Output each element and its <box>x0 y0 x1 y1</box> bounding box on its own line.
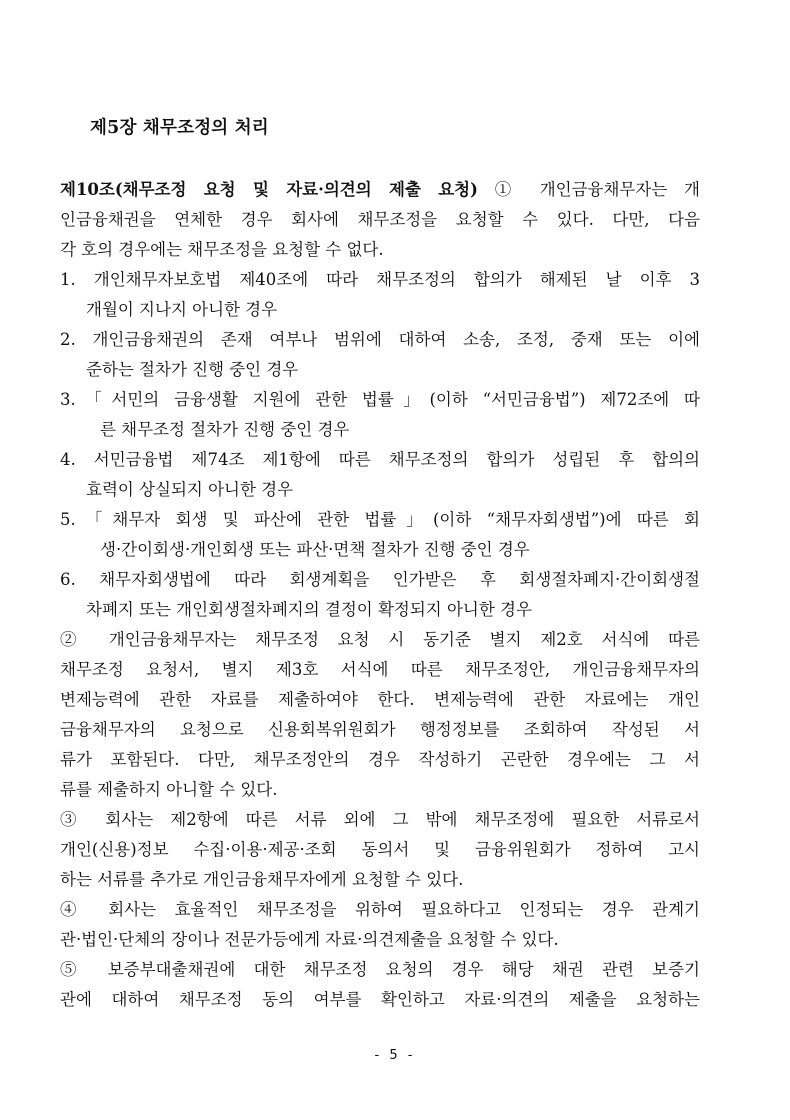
page-number: - 5 - <box>374 1048 416 1063</box>
article-heading: 제10조(채무조정 요청 및 자료·의견의 제출 요청) <box>60 180 478 199</box>
body-line: 인금융채권을 연체한 경우 회사에 채무조정을 요청할 수 있다. 다만, 다음 <box>60 210 700 229</box>
paragraph-2-line: 변제능력에 관한 자료를 제출하여야 한다. 변제능력에 관한 자료에는 개인 <box>60 690 700 709</box>
paragraph-2-line: 류가 포함된다. 다만, 채무조정안의 경우 작성하기 곤란한 경우에는 그 서 <box>60 750 700 769</box>
list-item-continuation: 른 채무조정 절차가 진행 중인 경우 <box>100 420 350 439</box>
list-item: 3.「서민의 금융생활 지원에 관한 법률」(이하 “서민금융법”) 제72조에 따 <box>60 390 700 409</box>
body-line: 각 호의 경우에는 채무조정을 요청할 수 없다. <box>60 240 384 259</box>
paragraph-3-line: 하는 서류를 추가로 개인금융채무자에게 요청할 수 있다. <box>60 870 464 889</box>
list-item: 4. 서민금융법 제74조 제1항에 따른 채무조정의 합의가 성립된 후 합의의 <box>60 450 700 469</box>
list-item: 1. 개인채무자보호법 제40조에 따라 채무조정의 합의가 해제된 날 이후 3 <box>60 270 700 289</box>
paragraph-2-line: ② 개인금융채무자는 채무조정 요청 시 동기준 별지 제2호 서식에 따른 <box>60 630 700 649</box>
list-item-continuation: 개월이 지나지 아니한 경우 <box>86 300 278 319</box>
article-heading-line <box>60 175 700 205</box>
paragraph-4-line: ④ 회사는 효율적인 채무조정을 위하여 필요하다고 인정되는 경우 관계기 <box>60 900 700 919</box>
paragraph-3-line: 개인(신용)정보 수집·이용·제공·조회 동의서 및 금융위원회가 정하여 고시 <box>60 840 700 859</box>
paragraph-5-line: ⑤ 보증부대출채권에 대한 채무조정 요청의 경우 해당 채권 관련 보증기 <box>60 960 700 979</box>
list-item-continuation: 준하는 절차가 진행 중인 경우 <box>86 360 299 379</box>
paragraph-3-line: ③ 회사는 제2항에 따른 서류 외에 그 밖에 채무조정에 필요한 서류로서 <box>60 810 700 829</box>
list-item: 6. 채무자회생법에 따라 회생계획을 인가받은 후 회생절차폐지·간이회생절 <box>60 570 700 589</box>
paragraph-4-line: 관·법인·단체의 장이나 전문가등에게 자료·의견제출을 요청할 수 있다. <box>60 930 559 949</box>
list-item-continuation: 생·간이회생·개인회생 또는 파산·면책 절차가 진행 중인 경우 <box>100 540 530 559</box>
article-text: ① 개인금융채무자는 개 <box>477 180 700 199</box>
paragraph-2-line: 금융채무자의 요청으로 신용회복위원회가 행정정보를 조회하여 작성된 서 <box>60 720 700 739</box>
paragraph-5-line: 관에 대하여 채무조정 동의 여부를 확인하고 자료·의견의 제출을 요청하는 <box>60 990 700 1009</box>
list-item: 5.「채무자 회생 및 파산에 관한 법률」(이하 “채무자회생법”)에 따른 회 <box>60 510 700 529</box>
list-item-continuation: 효력이 상실되지 아니한 경우 <box>86 480 294 499</box>
paragraph-2-line: 류를 제출하지 아니할 수 있다. <box>60 780 278 799</box>
list-item: 2. 개인금융채권의 존재 여부나 범위에 대하여 소송, 조정, 중재 또는 이에 <box>60 330 700 349</box>
chapter-title: 제5장 채무조정의 처리 <box>90 118 269 138</box>
paragraph-2-line: 채무조정 요청서, 별지 제3호 서식에 따른 채무조정안, 개인금융채무자의 <box>60 660 700 679</box>
list-item-continuation: 차폐지 또는 개인회생절차폐지의 결정이 확정되지 아니한 경우 <box>86 600 532 619</box>
